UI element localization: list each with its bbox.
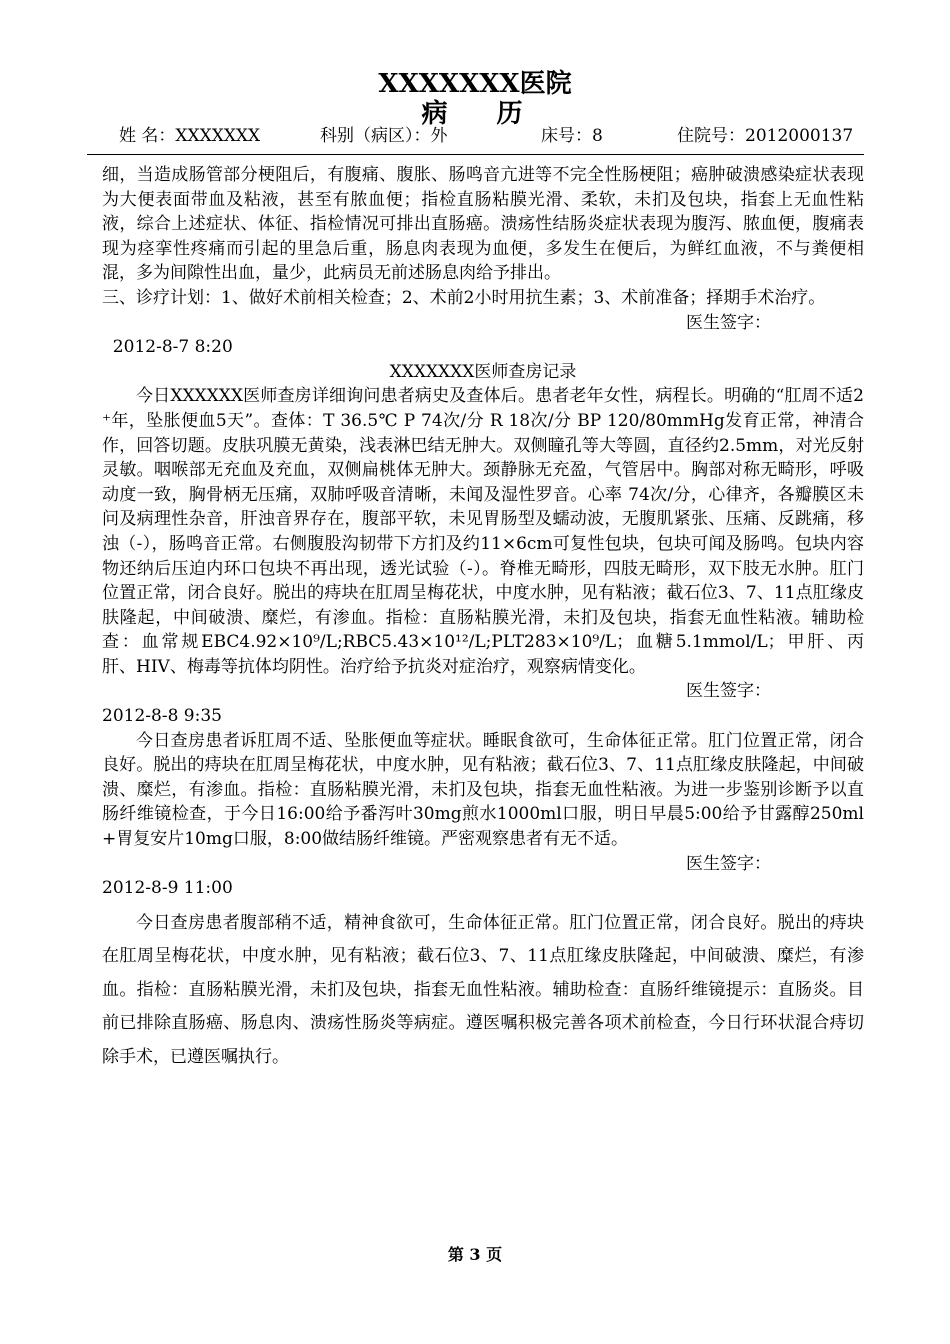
doctor-signature-label: 医生签字： <box>686 853 771 874</box>
record-date: 2012-8-8 9:35 <box>102 706 222 727</box>
record-body <box>102 163 864 1074</box>
document-type-title: 病 历 <box>421 99 543 129</box>
department: 科别（病区）：外 <box>320 126 448 146</box>
bed-number: 床号：8 <box>541 126 603 146</box>
header-divider <box>87 154 864 155</box>
patient-name: 姓 名：XXXXXXX <box>119 126 261 146</box>
rounds-record-title: XXXXXXX医师查房记录 <box>389 361 577 382</box>
page-number: 第 3 页 <box>447 1245 503 1264</box>
differential-diagnosis-paragraph: 细，当造成肠管部分梗阻后，有腹痛、腹胀、肠鸣音亢进等不完全性肠梗阻；癌肿破溃感染症状表现为大便表面带血及粘液，甚至有脓血便；指检直肠粘膜光滑、柔软，未扪及包块，指套上无血性粘液，综合上述症状、体征、指检情况可排出直肠癌。溃疡性结肠炎症状表现为腹泻、脓血便，腹痛表现为痉挛性疼痛而引起的里急后重，肠息肉表现为血便，多发生在便后，为鲜红血液，不与粪便相混，多为间隙性出血，量少，此病员无前述肠息肉给予排出。 <box>102 165 864 284</box>
admission-number: 住院号：2012000137 <box>677 126 854 146</box>
treatment-plan-paragraph: 三、诊疗计划：1、做好术前相关检查；2、术前2小时用抗生素；3、术前准备；择期手术治疗。 <box>102 287 826 308</box>
rounds-record-paragraph: 今日XXXXXX医师查房详细询问患者病史及查体后。患者老年女性，病程长。明确的“肛周不适2⁺年，坠胀便血5天”。查体：T 36.5℃ P 74次/分 R 18次/分 BP 120/80mmHg发育正常，神清合作，回答切题。皮肤巩膜无黄染，浅表淋巴结无肿大。双侧瞳孔等大等圆，直径约2.5mm，对光反射灵敏。咽喉部无充血及充血，双侧扁桃体无肿大。颈静脉无充盈，气管居中。胸部对称无畸形，呼吸动度一致，胸骨柄无压痛，双肺呼吸音清晰，未闻及湿性罗音。心率 74次/分，心律齐，各瓣膜区未问及病理性杂音，肝浊音界存在，腹部平软，未见胃肠型及蠕动波，无腹肌紧张、压痛、反跳痛，移浊（-），肠鸣音正常。右侧腹股沟韧带下方扪及约11×6cm可复性包块，包块可闻及肠鸣。包块内容物还纳后压迫内环口包块不再出现，透光试验（-）。脊椎无畸形，四肢无畸形，双下肢无水肿。肛门位置正常，闭合良好。脱出的痔块在肛周呈梅花状，中度水肿，见有粘液；截石位3、7、11点肛缘皮肤隆起，中间破溃、糜烂，有渗血。指检：直肠粘膜光滑，未扪及包块，指套无血性粘液。辅助检查：血常规EBC4.92×10⁹/L;RBC5.43×10¹²/L;PLT283×10⁹/L；血糖5.1mmol/L；甲肝、丙肝、HIV、梅毒等抗体均阴性。治疗给予抗炎对症治疗，观察病情变化。 <box>102 386 864 677</box>
doctor-signature-label: 医生签字： <box>686 312 771 333</box>
doctor-signature-label: 医生签字： <box>686 681 771 702</box>
hospital-name: XXXXXXX医院 <box>378 69 572 99</box>
progress-note-paragraph: 今日查房患者诉肛周不适、坠胀便血等症状。睡眠食欲可，生命体征正常。肛门位置正常，闭合良好。脱出的痔块在肛周呈梅花状，中度水肿，见有粘液；截石位3、7、11点肛缘皮肤隆起，中间破溃、糜烂，有渗血。指检：直肠粘膜光滑，未扪及包块，指套无血性粘液。为进一步鉴别诊断予以直肠纤维镜检查，于今日16:00给予番泻叶30mg煎水1000ml口服，明日早晨5:00给予甘露醇250ml+胃复安片10mg口服，8:00做结肠纤维镜。严密观察患者有无不适。 <box>102 730 864 850</box>
record-date: 2012-8-9 11:00 <box>102 878 233 899</box>
record-date: 2012-8-7 8:20 <box>102 337 233 358</box>
progress-note-paragraph: 今日查房患者腹部稍不适，精神食欲可，生命体征正常。肛门位置正常，闭合良好。脱出的痔块在肛周呈梅花状，中度水肿，见有粘液；截石位3、7、11点肛缘皮肤隆起，中间破溃、糜烂，有渗血。指检：直肠粘膜光滑，未扪及包块，指套无血性粘液。辅助检查：直肠纤维镜提示：直肠炎。目前已排除直肠癌、肠息肉、溃疡性肠炎等病症。遵医嘱积极完善各项术前检查，今日行环状混合痔切除手术，已遵医嘱执行。 <box>102 912 864 1067</box>
